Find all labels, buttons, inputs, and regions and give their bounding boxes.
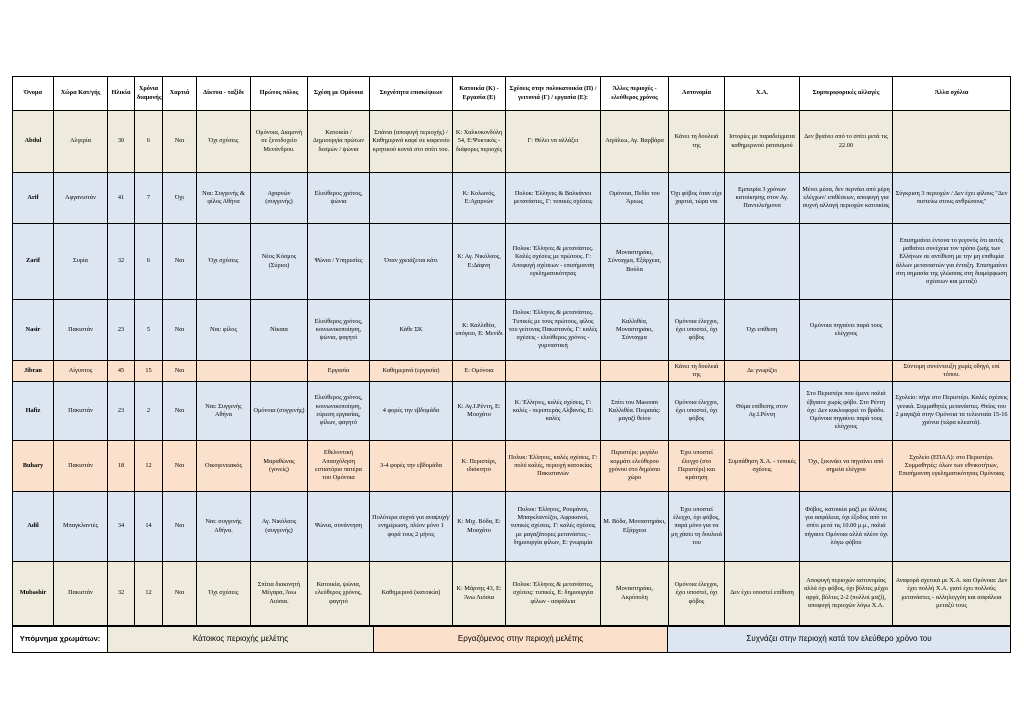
table-cell: Πακιστάν <box>54 300 108 361</box>
table-cell: Ελεύθερος χρόνος, ψώνια <box>308 173 370 224</box>
table-cell: Αίγυπτος <box>54 361 108 382</box>
table-cell: 3-4 φορές την εβδομάδα <box>370 441 453 492</box>
table-cell: Όχι φόβος όταν είχε χαρτιά, τώρα ναι <box>669 173 725 224</box>
table-row <box>13 382 1011 441</box>
legend-label: Υπόμνημα χρωμάτων: <box>13 627 108 653</box>
table-cell <box>601 361 669 382</box>
table-cell: Σύντομη συνέντευξη χωρίς οδηγό, επί τόπου. <box>893 361 1011 382</box>
table-cell: Μπαγκλαντές <box>54 492 108 562</box>
table-cell: Κάνει τη δουλειά της <box>669 361 725 382</box>
participant-name: Buhary <box>13 441 54 492</box>
table-cell: Αναφορά σχετικά με Χ.Α. και Ομόνοια: Δεν έχει πολλή Χ.Α. γιατί έχει πολλούς μετανάστες - αλληλεγγύη και ασφάλεια μεταξύ τους <box>893 562 1011 626</box>
table-cell: Δεν βγαίνει από το σπίτι μετά τις 22.00 <box>800 111 893 173</box>
table-cell: Εθελοντική Απασχόληση εστιατόριο πατέρα του Ομόνοια <box>308 441 370 492</box>
table-cell: Αγ. Νικόλαος (συγγενής) <box>251 492 308 562</box>
table-cell: Στο Περιστέρι που έμενε παλιά έβγαινε χωρίς φόβο. Στο Ρέντη όχι: Δεν κυκλοφορεί το βράδυ. Ομόνοια πηγαίνει παρά τους ελέγχους <box>800 382 893 441</box>
table-cell: Πολυκ: Έλληνες & μετανάστες. Καλές σχέσεις με πρώτους. Γ: Αποφυγή σχέσεων - επισήμανση εγκληματικότητας <box>506 224 601 300</box>
table-cell: Σύγκριση 3 περιοχών / Δεν έχει φίλους "Δεν πιστεύω στους ανθρώπους" <box>893 173 1011 224</box>
table-cell: Ομόνοια (συγγενής) <box>251 382 308 441</box>
table-cell: Κ: Μιχ. Βόδα, Ε: Μοσχάτο <box>453 492 506 562</box>
table-cell: 5 <box>135 300 163 361</box>
table-cell: 4 φορές την εβδομάδα <box>370 382 453 441</box>
table-cell: Μοναστηράκι, Σύνταγμα, Εξάρχεια, Βούλα <box>601 224 669 300</box>
table-cell: Όχι σχέσεις <box>197 224 251 300</box>
table-cell: Ομόνοια έλεγχοι, έχει υποστεί, όχι φόβος <box>669 300 725 361</box>
table-cell: 23 <box>108 300 135 361</box>
participant-name: Jibran <box>13 361 54 382</box>
table-cell: Πολυκ: Έλληνες, Ρουμάνοι, Μπαγκλαντέζοι, Αφρικανοί, τυπικές σχέσεις. Γ: καλές σχέσεις με μαγαζάτορες μετανάστες - δημιουργία φίλων, Ε: γνωριμία <box>506 492 601 562</box>
table-cell: Κ: Έλληνες, καλές σχέσεις, Γ: καλές - περιπτεράς Αλβανός, Ε: καλές <box>506 382 601 441</box>
table-cell: 23 <box>108 382 135 441</box>
table-cell: Ναι <box>163 361 197 382</box>
table-cell: Δεν έχει υποστεί επίθεση <box>725 562 800 626</box>
table-cell: 32 <box>108 562 135 626</box>
table-cell: Συρία <box>54 224 108 300</box>
table-cell: Καλλιθέα, Μοναστηράκι, Σύνταγμα <box>601 300 669 361</box>
table-cell: Ναι: Συγγενής & φίλος Αθήνα <box>197 173 251 224</box>
column-header: Χαρτιά <box>163 77 197 111</box>
column-header: Πρώτος πόλος <box>251 77 308 111</box>
table-cell: Σπίτι του Masoom Καλλιθέα. Πειραιάς: μαγαζί θείου <box>601 382 669 441</box>
column-header: Άλλα σχόλια <box>893 77 1011 111</box>
column-header: Κατοικία (Κ) - Εργασία (Ε) <box>453 77 506 111</box>
table-cell <box>669 224 725 300</box>
table-cell <box>893 111 1011 173</box>
table-cell: Πακιστάν <box>54 562 108 626</box>
column-header: Σχέσεις στην πολυκατοικία (Π) / γειτονιά (Γ) / εργασία (Ε): <box>506 77 601 111</box>
table-cell: Μαραθώνας (γονείς) <box>251 441 308 492</box>
participant-name: Arif <box>13 173 54 224</box>
table-cell: Αποφυγή περιοχών αστυνομίας αλλά όχι φόβος, όχι βόλτες μέχρι αργά, βόλτες 2-2 (πολλοί μαζί), αποφυγή περιοχών λόγω Χ.Α. <box>800 562 893 626</box>
table-cell: Ναι <box>163 441 197 492</box>
table-cell: Κ: Μάρνης 43, Ε: Άνω Λιόσια <box>453 562 506 626</box>
table-row <box>13 173 1011 224</box>
table-cell: Ε: Ομόνοια <box>453 361 506 382</box>
interview-table <box>12 76 1011 626</box>
table-cell: Ναι: φίλος <box>197 300 251 361</box>
table-cell: 2 <box>135 382 163 441</box>
table-row <box>13 361 1011 382</box>
table-cell: Πολύτερα συχνά για αναψυχή/ ενημέρωση, πλέον μόνο 1 φορά τους 2 μήνες <box>370 492 453 562</box>
table-cell: 41 <box>108 173 135 224</box>
table-cell: 45 <box>108 361 135 382</box>
table-cell: Γ: Θέλει να αλλάξει <box>506 111 601 173</box>
table-cell: Αιγάλεω, Αγ. Βαρβάρα <box>601 111 669 173</box>
table-cell: Κ: Κολωνός, Ε:Αχαρνών <box>453 173 506 224</box>
table-cell: Καθημερινά (εργασία) <box>370 361 453 382</box>
table-cell: Όχι <box>163 173 197 224</box>
column-header: Αστυνομία <box>669 77 725 111</box>
table-cell: Δε γνωρίζει <box>725 361 800 382</box>
table-cell: Έχει υποστεί έλεγχο, όχι φόβος, παρά μόνο για να μη χάσει τη δουλειά του <box>669 492 725 562</box>
table-cell: Κ: Αγ. Νικόλαος, Ε:Δάφνη <box>453 224 506 300</box>
table-cell: Σπάνια (αποφυγή περιοχής) / Καθημερινά καφέ σε καφενείο κρητικού κοντά στο σπίτι του. <box>370 111 453 173</box>
interview-table-sheet <box>12 76 1010 653</box>
table-cell: 30 <box>108 111 135 173</box>
header-row <box>13 77 1011 111</box>
column-header: Ηλικία <box>108 77 135 111</box>
table-cell: Ελεύθερος χρόνος, κοινωνικοποίηση, εύρεση εργασίας, φίλων, φαγητό <box>308 382 370 441</box>
table-cell: 18 <box>108 441 135 492</box>
table-cell: Ναι <box>163 492 197 562</box>
table-cell: Αφγανιστάν <box>54 173 108 224</box>
table-cell: Όχι επίθεση <box>725 300 800 361</box>
participant-name: Nasir <box>13 300 54 361</box>
table-cell: Κάνει τη δουλειά της <box>669 111 725 173</box>
table-cell: Ναι <box>163 224 197 300</box>
table-cell: 12 <box>135 562 163 626</box>
table-row <box>13 441 1011 492</box>
table-cell: Κ: Καλλιθέα, υπόγειο, Ε: Μενίδι <box>453 300 506 361</box>
table-cell: Ομόνοια έλεγχοι, έχει υποστεί, όχι φόβος <box>669 382 725 441</box>
legend-resident: Κάτοικος περιοχής μελέτης <box>108 627 374 653</box>
table-cell <box>506 361 601 382</box>
table-cell: Κ: Περιστέρι, ιδιόκτητο <box>453 441 506 492</box>
column-header: Δίκτυα - ταξίδι <box>197 77 251 111</box>
table-cell: Όχι σχέσεις <box>197 562 251 626</box>
table-cell: Συμπάθηση Χ.Α. - τυπικές σχέσεις <box>725 441 800 492</box>
table-cell <box>370 173 453 224</box>
column-header: Χρόνια διαμονής <box>135 77 163 111</box>
table-cell: Ναι <box>163 562 197 626</box>
table-cell: Πολυκ: Έλληνες & Βαλκάνιοι μετανάστες, Γ: τυπικές σχέσεις <box>506 173 601 224</box>
table-cell <box>251 361 308 382</box>
table-cell: Ψώνια / Υπηρεσίες <box>308 224 370 300</box>
table-cell: Ομόνοια έλεγχοι, έχει υποστεί, όχι φόβος <box>669 562 725 626</box>
table-cell: Σχολείο (ΕΠΑΛ): στο Περιστέρι. Συμμαθητές: όλων των εθνικοτήτων, Επισήμανση εγκληματικότητας Ομόνοιας <box>893 441 1011 492</box>
participant-name: Mubashir <box>13 562 54 626</box>
table-cell: 6 <box>135 111 163 173</box>
table-cell: 34 <box>108 492 135 562</box>
table-cell: Κ: Χαλκοκονδύλη 54, Ε:Ψυκτικός - διάφορες περιοχές <box>453 111 506 173</box>
color-legend <box>12 626 1011 653</box>
table-cell: Όχι, ξεκινάει να πηγαίνει από σημεία ελέγχου <box>800 441 893 492</box>
table-cell <box>893 300 1011 361</box>
column-header: Χώρα Κατ/γής <box>54 77 108 111</box>
table-cell: Θύμα επίθεσης στον Αγ.Ι.Ρέντη <box>725 382 800 441</box>
table-cell: Πακιστάν <box>54 441 108 492</box>
table-cell: Ιστορίες με παραδείγματα καθημερινού ρατσισμού <box>725 111 800 173</box>
table-cell: Πολυκ: Έλληνες & μετανάστες. Τυπικές με τους πρώτους, φίλος του γείτονας Πακιστανός. Γ: καλές σχέσεις - ελεύθερος χρόνος - γυμναστική <box>506 300 601 361</box>
column-header: Χ.Α. <box>725 77 800 111</box>
table-cell: Ναι: συγγενής Αθήνα. <box>197 492 251 562</box>
table-cell: Οικογενειακός <box>197 441 251 492</box>
table-cell: Ψώνια, συνάντηση <box>308 492 370 562</box>
table-cell: Κατοικία, ψώνια, ελεύθερος χρόνος, φαγητό <box>308 562 370 626</box>
table-cell: Ναι: Συγγενής Αθήνα <box>197 382 251 441</box>
table-cell: Νίκαια <box>251 300 308 361</box>
table-cell: 14 <box>135 492 163 562</box>
table-cell: Έχει υποστεί έλεγχο (στο Περιστέρι) και κράτηση <box>669 441 725 492</box>
table-cell: Εμπειρία 3 χρόνων κατοίκησης στον Αγ. Παντελεήμονα <box>725 173 800 224</box>
table-cell: Μοναστηράκι, Ακρόπολη <box>601 562 669 626</box>
table-cell <box>893 492 1011 562</box>
participant-name: Abdul <box>13 111 54 173</box>
table-cell: Ελεύθερος χρόνος, κοινωνικοποίηση, ψώνια, φαγητό <box>308 300 370 361</box>
table-cell: Πακιστάν <box>54 382 108 441</box>
table-cell: Πολυκ: Έλληνες & μετανάστες, σχέσεις: τυπικές, Ε: δημιουργία φίλων - ασφάλεια <box>506 562 601 626</box>
table-cell: Ομόνοια, Διαμονή σε ξενοδοχείο Μενάνδρου. <box>251 111 308 173</box>
column-header: Συχνότητα επισκέψεων <box>370 77 453 111</box>
table-cell <box>800 224 893 300</box>
column-header: Σχέση με Ομόνοια <box>308 77 370 111</box>
table-row <box>13 492 1011 562</box>
table-cell: Μένει μέσα, δεν περνάει από μέρη ελέγχων/ επιθέσεων, αποφυγή για συχνή αλλαγή περιοχών κατοικίας <box>800 173 893 224</box>
table-row <box>13 300 1011 361</box>
table-cell: Κ: Αγ.Ι.Ρέντη, Ε: Μοσχάτο <box>453 382 506 441</box>
table-cell <box>197 361 251 382</box>
legend-worker: Εργαζόμενος στην περιοχή μελέτης <box>374 627 668 653</box>
table-cell: Καθημερινά (κατοικία) <box>370 562 453 626</box>
table-cell: Αχαρνών (συγγενής) <box>251 173 308 224</box>
table-cell: Σπίτια διακινητή Μέγαρα, Άνω Λιόσια. <box>251 562 308 626</box>
table-cell <box>800 361 893 382</box>
table-cell: Ναι <box>163 300 197 361</box>
table-cell: Ομόνοια πηγαίνει παρά τους ελέγχους <box>800 300 893 361</box>
table-cell: Εργασία <box>308 361 370 382</box>
table-cell: 7 <box>135 173 163 224</box>
table-row <box>13 562 1011 626</box>
table-cell: Επισημαίνει έντονα το γεγονός ότι αυτός μαθαίνει συνέχεια τον τρόπο ζωής των Ελλήνων σε αντίθεση με την μη επιθυμία άλλων μεταναστών για ένταξη. Επισημαίνει στη σημασία της γλώσσας στη διαμόρφωση σχέσεων και μεταξύ <box>893 224 1011 300</box>
table-cell <box>725 492 800 562</box>
table-cell: 12 <box>135 441 163 492</box>
table-cell: Όχι σχέσεις <box>197 111 251 173</box>
table-cell: Νέος Κόσμος (Σύριοι) <box>251 224 308 300</box>
table-cell: Ναι <box>163 111 197 173</box>
table-cell: Πολυκ: Έλληνες, καλές σχέσεις, Γ: πολύ καλές, περιοχή κατοικίας Πακιστανών <box>506 441 601 492</box>
table-cell <box>725 224 800 300</box>
table-cell: Σχολείο: πήγε στο Περιστέρι. Καλές σχέσεις γενικά. Συμμαθητές μετανάστες. Θείος του 2 μαγαζιά στην Ομόνοια τα τελευταία 15-16 χρόνια (τώρα κλειστά). <box>893 382 1011 441</box>
participant-name: Adil <box>13 492 54 562</box>
table-cell: Ναι <box>163 382 197 441</box>
participant-name: Zarif <box>13 224 54 300</box>
legend-visitor: Συχνάζει στην περιοχή κατά τον ελεύθερο χρόνο του <box>668 627 1011 653</box>
table-cell: 32 <box>108 224 135 300</box>
column-header: Άλλες περιοχές - ελεύθερος χρόνος <box>601 77 669 111</box>
column-header: Όνομα <box>13 77 54 111</box>
table-row <box>13 111 1011 173</box>
table-row <box>13 224 1011 300</box>
table-cell: 15 <box>135 361 163 382</box>
table-cell: Κάθε ΣΚ <box>370 300 453 361</box>
table-cell: Όταν χρειάζεται κάτι <box>370 224 453 300</box>
table-cell: Μ. Βόδα, Μοναστηράκι, Εξάρχεια <box>601 492 669 562</box>
table-cell: Ομόνοια, Πεδίο του Άρεως <box>601 173 669 224</box>
participant-name: Hafiz <box>13 382 54 441</box>
table-cell: Περιστέρι: μεγάλο κομμάτι ελεύθερου χρόνου στο δημόσιο χώρο <box>601 441 669 492</box>
table-cell: Φόβος, κατοικία μαζί με άλλους για ασφάλεια, όχι έξοδος από το σπίτι μετά τις 10.00 μ.μ., παλιά πήγαινε Ομόνοια αλλά πλέον όχι λόγω φόβου <box>800 492 893 562</box>
table-cell: 6 <box>135 224 163 300</box>
table-cell: Κατοικία / Δημιουργία πρώτων δεσμών / ψώνια <box>308 111 370 173</box>
table-cell: Αλγερία <box>54 111 108 173</box>
column-header: Συμπεριφορικές αλλαγές <box>800 77 893 111</box>
